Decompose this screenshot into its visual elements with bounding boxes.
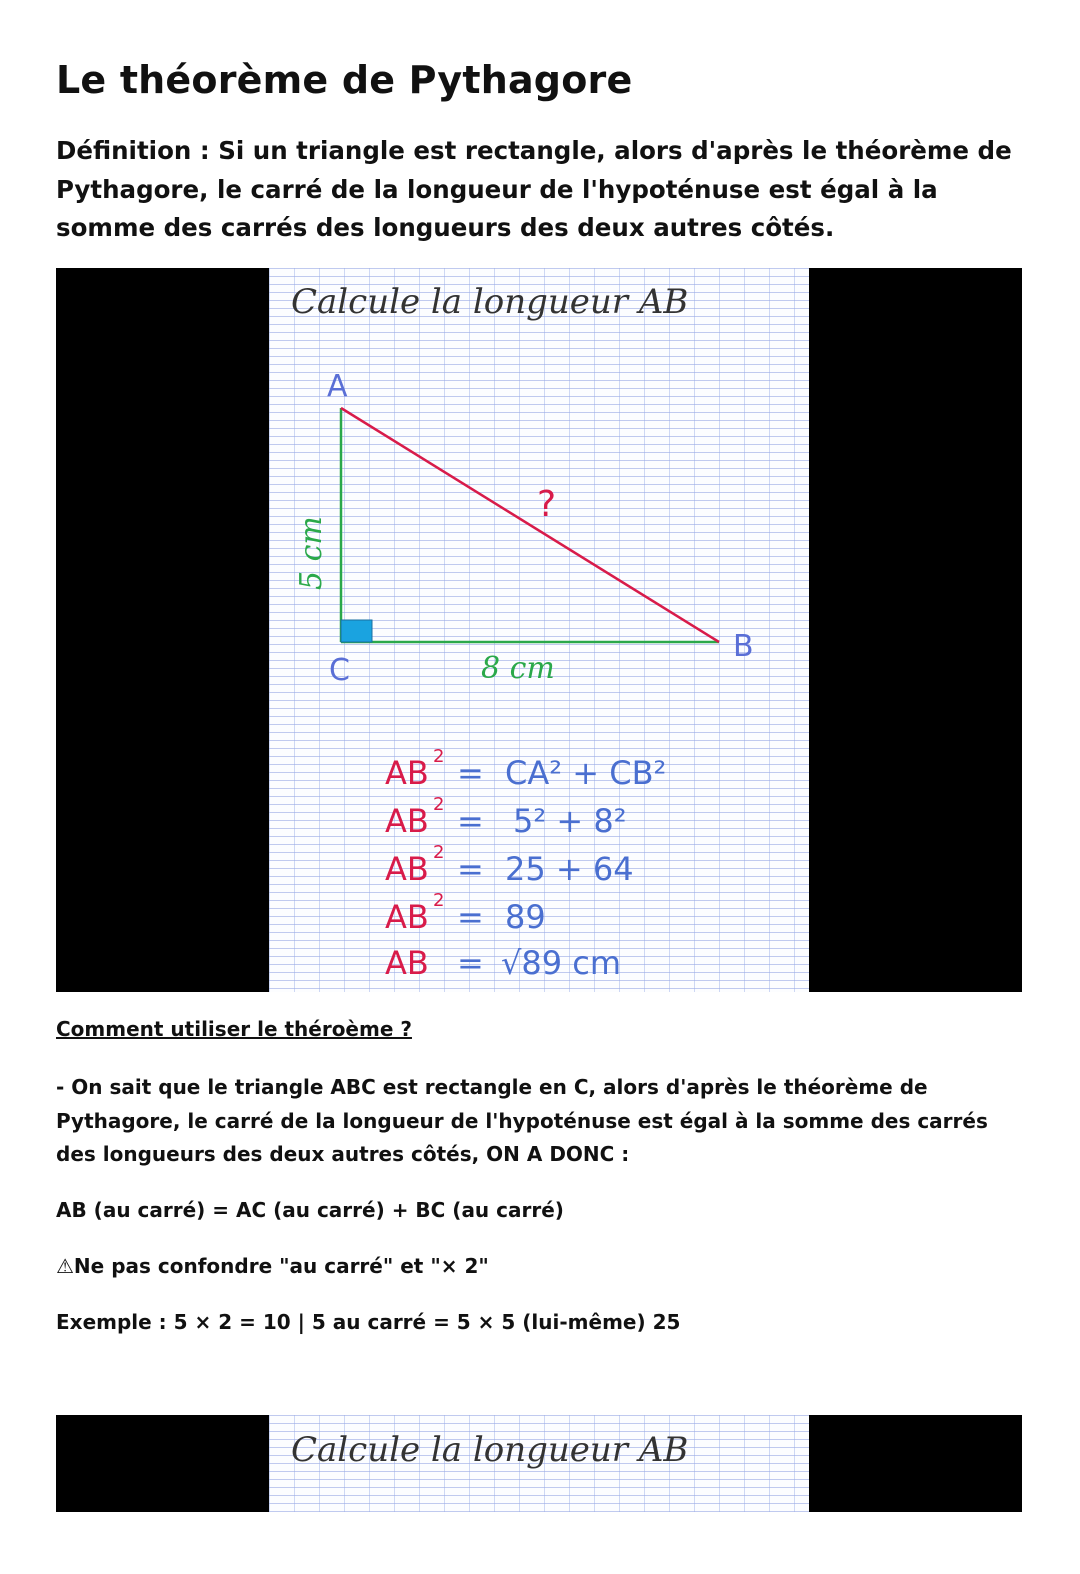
equation-lhs-exponent: 2 xyxy=(433,842,445,863)
equation-row-1 xyxy=(385,746,666,792)
second-figure-drawing xyxy=(269,1415,809,1512)
usage-paragraph: - On sait que le triangle ABC est rectangle en C, alors d'après le théorème de Pythagore, le carré de la longueur de l'hypoténuse est égal à la somme des carrés des longueurs des deux autres côtés, ON A DONC : xyxy=(56,1075,988,1166)
equation-lhs: AB xyxy=(385,944,429,982)
graph-paper xyxy=(269,1415,809,1512)
graph-paper xyxy=(269,268,809,992)
equation-lhs: AB xyxy=(385,898,429,936)
figure-heading: Calcule la longueur AB xyxy=(291,1430,689,1470)
equation-lhs: AB xyxy=(385,754,429,792)
equation-row-2 xyxy=(385,794,627,840)
equation-lhs-exponent: 2 xyxy=(433,746,445,767)
triangle-drawing xyxy=(269,268,809,992)
vertex-c-label: C xyxy=(329,653,350,688)
equation-block xyxy=(385,746,666,982)
figure-heading: Calcule la longueur AB xyxy=(291,282,689,322)
unknown-length-mark: ? xyxy=(537,484,557,525)
equation-lhs: AB xyxy=(385,802,429,840)
page-title: Le théorème de Pythagore xyxy=(56,58,633,102)
equation-row-3 xyxy=(385,842,634,888)
equation-lhs: AB xyxy=(385,850,429,888)
equation-equals: = xyxy=(457,850,484,888)
equation-lhs-exponent: 2 xyxy=(433,890,445,911)
equation-rhs: 25 + 64 xyxy=(505,850,634,888)
equation-lhs-exponent: 2 xyxy=(433,794,445,815)
vertex-b-label: B xyxy=(733,629,754,664)
definition-text: Définition : Si un triangle est rectangle, alors d'après le théorème de Pythagore, le carré de la longueur de l'hypoténuse est égal à la somme des carrés des longueurs des deux autres côtés. xyxy=(56,136,1012,242)
pythagore-figure xyxy=(56,268,1022,992)
formula-text: AB (au carré) = AC (au carré) + BC (au carré) xyxy=(56,1198,564,1222)
side-ca-length: 5 cm xyxy=(294,516,329,590)
equation-rhs: 89 xyxy=(505,898,546,936)
equation-row-5 xyxy=(385,944,621,982)
equation-row-4 xyxy=(385,890,546,936)
equation-equals: = xyxy=(457,802,484,840)
section-heading: Comment utiliser le théroème ? xyxy=(56,1017,412,1041)
vertex-a-label: A xyxy=(327,369,348,404)
equation-equals: = xyxy=(457,944,484,982)
equation-rhs: √89 cm xyxy=(501,944,622,982)
equation-equals: = xyxy=(457,754,484,792)
equation-rhs: 5² + 8² xyxy=(513,802,627,840)
example-text: Exemple : 5 × 2 = 10 | 5 au carré = 5 × 5 (lui-même) 25 xyxy=(56,1310,681,1334)
right-angle-marker xyxy=(341,620,372,642)
equation-rhs: CA² + CB² xyxy=(505,754,667,792)
equation-equals: = xyxy=(457,898,484,936)
hypotenuse-ab xyxy=(341,408,719,642)
second-figure xyxy=(56,1415,1022,1512)
side-cb-length: 8 cm xyxy=(481,651,555,686)
warning-text: ⚠Ne pas confondre "au carré" et "× 2" xyxy=(56,1254,489,1278)
